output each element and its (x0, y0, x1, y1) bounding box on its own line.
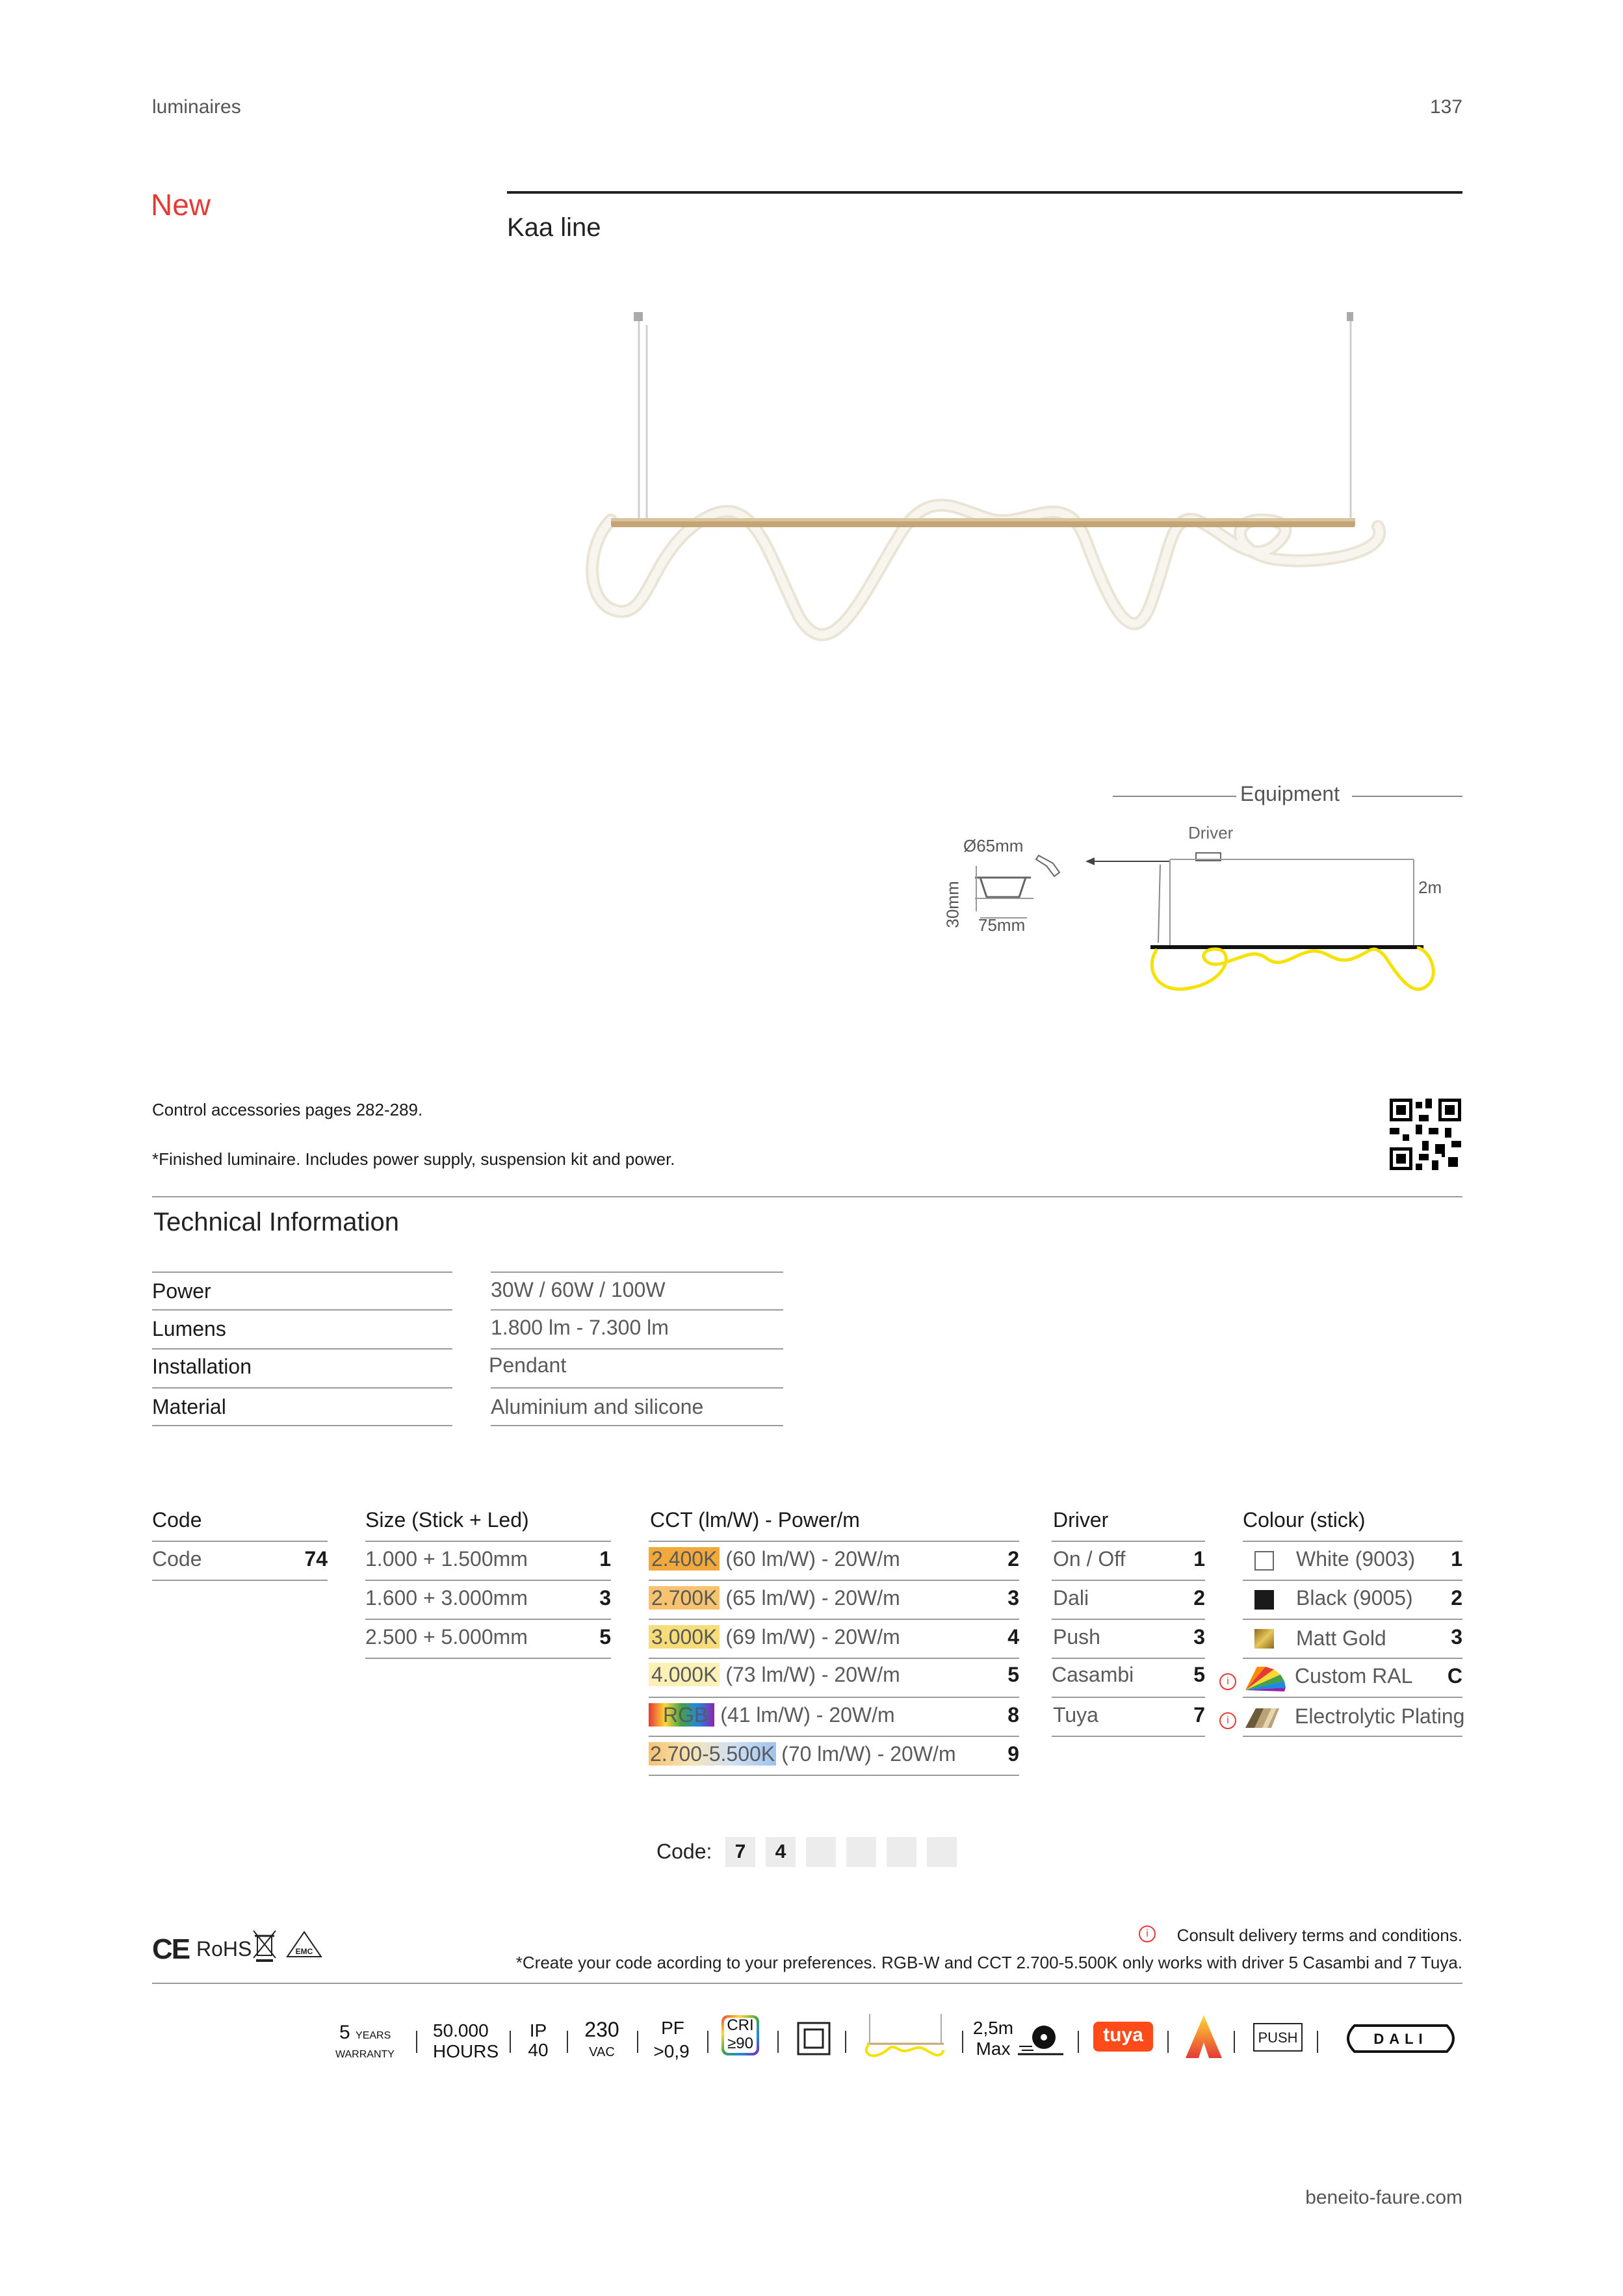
page-number: 137 (1430, 96, 1463, 118)
warranty-years: 5 (339, 2022, 350, 2043)
plating-swatch-icon (1243, 1704, 1282, 1730)
cct-code: 3 (1007, 1586, 1019, 1610)
colour-code: 2 (1451, 1586, 1462, 1610)
colour-header: Colour (stick) (1243, 1508, 1366, 1532)
equipment-rule-left (1113, 796, 1236, 797)
config-line (1052, 1697, 1205, 1698)
size-code: 5 (599, 1625, 611, 1649)
diameter-label: Ø65mm (963, 836, 1024, 855)
divider (152, 1983, 1462, 1984)
cct-desc: (60 lm/W) - 20W/m (725, 1547, 900, 1571)
cct-desc: (73 lm/W) - 20W/m (725, 1663, 900, 1686)
tech-title: Technical Information (153, 1208, 399, 1236)
ce-mark: CE (152, 1933, 190, 1965)
tech-value-material: Aluminium and silicone (491, 1395, 704, 1418)
driver-option[interactable]: Tuya (1053, 1703, 1098, 1727)
size-option[interactable]: 2.500 + 5.000mm (365, 1625, 528, 1649)
config-line (1052, 1541, 1205, 1542)
config-line (1052, 1580, 1205, 1581)
code-value: 74 (304, 1547, 328, 1571)
tech-value-installation: Pendant (489, 1353, 567, 1377)
code-digit-box[interactable]: 7 (725, 1837, 755, 1867)
lifetime-hours: 50.000 (433, 2020, 489, 2041)
separator (416, 2031, 417, 2053)
cri-label: CRI (727, 2016, 754, 2034)
driver-code: 3 (1193, 1625, 1205, 1649)
config-line (649, 1736, 1019, 1737)
title-rule (507, 191, 1462, 194)
voltage-unit: VAC (589, 2045, 615, 2059)
casambi-logo-icon (1184, 2014, 1223, 2059)
tech-label-lumens: Lumens (152, 1317, 226, 1340)
separator (707, 2031, 708, 2053)
colour-code: C (1447, 1664, 1462, 1688)
separator (510, 2031, 511, 2053)
class-ii-icon (797, 2022, 831, 2055)
new-badge: New (151, 188, 211, 222)
config-line (365, 1541, 611, 1542)
cct-header: CCT (lm/W) - Power/m (650, 1508, 860, 1532)
tuya-text: tuya (1103, 2024, 1143, 2046)
colour-code: 3 (1451, 1625, 1462, 1649)
config-line (649, 1775, 1019, 1776)
config-line (1052, 1658, 1205, 1659)
warranty-badge (339, 2022, 391, 2044)
config-line (1243, 1658, 1462, 1659)
colour-option[interactable]: Custom RAL (1295, 1664, 1413, 1688)
config-line (1052, 1619, 1205, 1620)
driver-header: Driver (1053, 1508, 1109, 1532)
tech-line (152, 1348, 452, 1350)
tech-line (152, 1309, 452, 1311)
driver-option[interactable]: Casambi (1052, 1663, 1134, 1686)
equipment-title: Equipment (1240, 782, 1340, 805)
driver-code: 1 (1193, 1547, 1205, 1571)
cri-value: ≥90 (727, 2035, 753, 2052)
config-line (152, 1541, 328, 1542)
code-digit-box[interactable] (887, 1837, 916, 1867)
pendant-mini-icon (862, 2011, 949, 2063)
section-label: luminaires (152, 96, 241, 118)
voltage-value: 230 (584, 2018, 619, 2041)
config-line (152, 1580, 328, 1581)
size-option[interactable]: 1.600 + 3.000mm (365, 1586, 528, 1610)
cct-tag: RGB (649, 1703, 714, 1727)
cct-tag: 2.400K (649, 1547, 720, 1571)
tech-line (152, 1425, 452, 1426)
tuya-logo (1093, 2022, 1153, 2052)
driver-option[interactable]: Push (1053, 1625, 1100, 1649)
saw-cut-icon (1018, 2018, 1063, 2057)
config-line (649, 1541, 1019, 1542)
separator (567, 2031, 568, 2053)
cct-code: 2 (1007, 1547, 1019, 1571)
cct-option[interactable] (649, 1703, 895, 1727)
config-line (1243, 1580, 1462, 1581)
separator (1234, 2031, 1235, 2053)
cct-code: 5 (1007, 1663, 1019, 1686)
driver-code: 2 (1193, 1586, 1205, 1610)
black-swatch-icon (1254, 1590, 1274, 1610)
ip-value: 40 (528, 2040, 549, 2060)
width-label: 75mm (978, 915, 1026, 935)
size-option[interactable]: 1.000 + 1.500mm (365, 1547, 528, 1571)
product-title: Kaa line (507, 213, 601, 242)
cct-option[interactable] (649, 1586, 900, 1610)
tech-line (491, 1272, 783, 1273)
colour-option[interactable]: White (9003) (1296, 1547, 1416, 1571)
code-header: Code (152, 1508, 202, 1532)
colour-option[interactable]: Black (9005) (1296, 1586, 1413, 1610)
gold-swatch-icon (1254, 1629, 1274, 1649)
driver-option[interactable]: Dali (1053, 1586, 1089, 1610)
driver-code: 5 (1193, 1663, 1205, 1686)
separator (1078, 2031, 1079, 2053)
size-code: 3 (599, 1586, 611, 1610)
dali-text: DALI (1373, 2031, 1428, 2047)
config-line (1243, 1736, 1462, 1737)
size-code: 1 (599, 1547, 611, 1571)
tech-line (491, 1425, 783, 1426)
divider (152, 1196, 1462, 1197)
finished-note: *Finished luminaire. Includes power supply, suspension kit and power. (152, 1149, 675, 1169)
config-line (365, 1619, 611, 1620)
push-text: PUSH (1258, 2029, 1298, 2046)
colour-option[interactable]: Electrolytic Plating (1295, 1704, 1465, 1728)
accessories-note: Control accessories pages 282-289. (152, 1100, 423, 1119)
tech-label-power: Power (152, 1279, 211, 1303)
code-digit-box[interactable]: 4 (766, 1837, 796, 1867)
info-icon[interactable]: i (1219, 1712, 1236, 1729)
equipment-rule-right (1352, 796, 1462, 797)
info-icon[interactable]: i (1219, 1673, 1236, 1690)
rohs-mark: RoHS (196, 1937, 252, 1961)
cct-code: 9 (1007, 1742, 1019, 1766)
create-code-note: *Create your code acording to your preferences. RGB-W and CCT 2.700-5.500K only works with driver 5 Casambi and 7 Tuya. (515, 1953, 1462, 1972)
driver-option[interactable]: On / Off (1053, 1547, 1126, 1571)
pf-label: PF (661, 2018, 684, 2038)
size-header: Size (Stick + Led) (365, 1508, 529, 1532)
cct-desc: (65 lm/W) - 20W/m (725, 1586, 900, 1610)
tech-line (152, 1272, 452, 1273)
config-line (649, 1658, 1019, 1659)
cct-desc: (69 lm/W) - 20W/m (725, 1625, 900, 1649)
dali-logo-icon (1339, 2023, 1462, 2054)
tech-label-material: Material (152, 1395, 226, 1418)
max-length: 2,5m (972, 2018, 1014, 2038)
driver-label: Driver (1188, 823, 1234, 842)
cct-option[interactable] (649, 1625, 900, 1649)
tech-line (152, 1387, 452, 1389)
warranty-word: WARRANTY (335, 2049, 395, 2060)
tech-value-power: 30W / 60W / 100W (491, 1278, 666, 1301)
code-digit-box[interactable] (927, 1837, 957, 1867)
config-line (1243, 1619, 1462, 1620)
code-digit-box[interactable] (846, 1837, 876, 1867)
website-link[interactable]: beneito-faure.com (1305, 2187, 1462, 2208)
config-line (1052, 1736, 1205, 1737)
tech-label-installation: Installation (152, 1355, 252, 1378)
svg-text:EMC: EMC (295, 1947, 313, 1956)
separator (962, 2031, 963, 2053)
separator (1317, 2031, 1318, 2053)
height-label: 30mm (942, 881, 963, 928)
config-line (365, 1658, 611, 1659)
separator (637, 2031, 638, 2053)
config-line (649, 1619, 1019, 1620)
driver-code: 7 (1193, 1703, 1205, 1727)
pf-value: >0,9 (653, 2041, 690, 2061)
code-label: Code (152, 1547, 202, 1571)
tech-line (491, 1387, 783, 1389)
cct-option[interactable] (649, 1663, 900, 1687)
ip-label: IP (529, 2020, 547, 2041)
warranty-unit: YEARS (356, 2030, 391, 2041)
delivery-note: Consult delivery terms and conditions. (1176, 1925, 1462, 1945)
cct-code: 8 (1007, 1703, 1019, 1727)
code-builder-label: Code: (656, 1840, 712, 1863)
cct-option[interactable] (649, 1742, 956, 1766)
ral-fan-icon (1243, 1664, 1288, 1693)
separator (777, 2031, 779, 2053)
tech-line (491, 1309, 783, 1311)
max-word: Max (976, 2039, 1011, 2059)
colour-option[interactable]: Matt Gold (1296, 1626, 1386, 1650)
emc-mark-icon (286, 1931, 322, 1959)
cct-tag: 3.000K (649, 1625, 720, 1649)
qr-code[interactable] (1390, 1099, 1461, 1170)
cct-code: 4 (1007, 1625, 1019, 1649)
colour-code: 1 (1451, 1547, 1462, 1571)
cct-desc: (70 lm/W) - 20W/m (781, 1742, 956, 1766)
cct-tag: 4.000K (649, 1663, 720, 1686)
config-line (649, 1580, 1019, 1581)
cable-length-label: 2m (1418, 878, 1442, 897)
cct-desc: (41 lm/W) - 20W/m (720, 1703, 895, 1727)
config-line (365, 1580, 611, 1581)
config-line (1243, 1697, 1462, 1698)
separator (1167, 2031, 1169, 2053)
separator (845, 2031, 846, 2053)
tech-line (491, 1348, 783, 1350)
info-icon[interactable]: i (1139, 1925, 1156, 1942)
product-image (572, 306, 1410, 670)
tech-value-lumens: 1.800 lm - 7.300 lm (491, 1316, 669, 1339)
config-line (1243, 1541, 1462, 1542)
config-line (649, 1697, 1019, 1698)
lifetime-word: HOURS (433, 2041, 499, 2061)
push-badge (1253, 2023, 1303, 2052)
white-swatch-icon (1254, 1551, 1274, 1571)
cct-tag: 2.700-5.500K (650, 1742, 775, 1766)
cct-option[interactable] (649, 1547, 900, 1571)
code-digit-box[interactable] (806, 1837, 836, 1867)
weee-bin-icon (252, 1928, 278, 1962)
cct-tag: 2.700K (649, 1586, 720, 1610)
